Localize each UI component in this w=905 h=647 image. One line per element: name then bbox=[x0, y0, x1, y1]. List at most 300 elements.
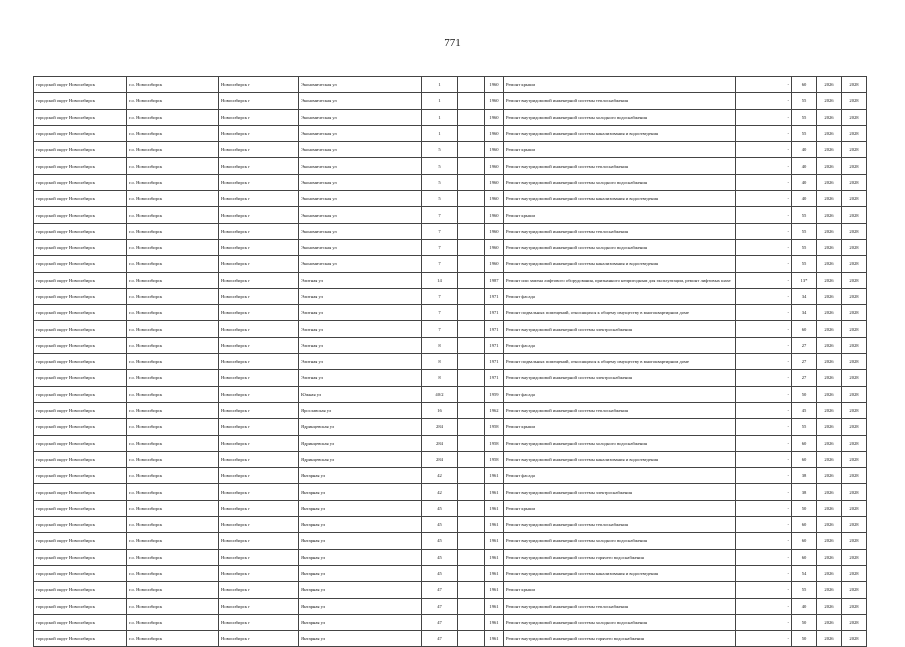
extra-cell: - bbox=[736, 370, 792, 386]
extra-cell: - bbox=[736, 305, 792, 321]
city-cell: Новосибирск г bbox=[219, 435, 299, 451]
district-cell: г.о. Новосибирск bbox=[127, 321, 219, 337]
house-number-cell: 5 bbox=[422, 191, 458, 207]
street-cell: Элитная ул bbox=[299, 272, 422, 288]
work-type-cell: Ремонт внутридомовой инженерной системы холодного водоснабжения bbox=[504, 614, 736, 630]
work-type-cell: Ремонт внутридомовой инженерной системы электроснабжения bbox=[504, 370, 736, 386]
work-type-cell: Ремонт или замена лифтового оборудования, признанного непригодным для эксплуатации, ремонт лифтовых шахт bbox=[504, 272, 736, 288]
municipality-cell: городской округ Новосибирск bbox=[34, 223, 127, 239]
extra-cell: - bbox=[736, 631, 792, 647]
municipality-cell: городской округ Новосибирск bbox=[34, 565, 127, 581]
start-year-cell: 2026 bbox=[817, 354, 842, 370]
building-cell bbox=[458, 142, 485, 158]
start-year-cell: 2026 bbox=[817, 549, 842, 565]
municipality-cell: городской округ Новосибирск bbox=[34, 207, 127, 223]
year-cell: 1961 bbox=[485, 500, 504, 516]
municipality-cell: городской округ Новосибирск bbox=[34, 288, 127, 304]
extra-cell: - bbox=[736, 435, 792, 451]
work-type-cell: Ремонт крыши bbox=[504, 142, 736, 158]
year-cell: 1971 bbox=[485, 321, 504, 337]
start-year-cell: 2026 bbox=[817, 517, 842, 533]
end-year-cell: 2028 bbox=[842, 77, 867, 93]
table-row bbox=[34, 402, 867, 418]
year-cell: 1971 bbox=[485, 370, 504, 386]
start-year-cell: 2026 bbox=[817, 500, 842, 516]
work-type-cell: Ремонт крыши bbox=[504, 207, 736, 223]
building-cell bbox=[458, 256, 485, 272]
street-cell: Ярославская ул bbox=[299, 402, 422, 418]
work-type-cell: Ремонт крыши bbox=[504, 77, 736, 93]
district-cell: г.о. Новосибирск bbox=[127, 239, 219, 255]
start-year-cell: 2026 bbox=[817, 191, 842, 207]
value-cell: 55 bbox=[792, 109, 817, 125]
year-cell: 1961 bbox=[485, 631, 504, 647]
table-row bbox=[34, 631, 867, 647]
extra-cell: - bbox=[736, 109, 792, 125]
year-cell: 1959 bbox=[485, 386, 504, 402]
house-number-cell: 1 bbox=[422, 77, 458, 93]
district-cell: г.о. Новосибирск bbox=[127, 93, 219, 109]
building-cell bbox=[458, 549, 485, 565]
work-type-cell: Ремонт внутридомовой инженерной системы горячего водоснабжения bbox=[504, 549, 736, 565]
municipality-cell: городской округ Новосибирск bbox=[34, 305, 127, 321]
city-cell: Новосибирск г bbox=[219, 77, 299, 93]
value-cell: 54 bbox=[792, 565, 817, 581]
end-year-cell: 2028 bbox=[842, 142, 867, 158]
value-cell: 60 bbox=[792, 451, 817, 467]
street-cell: Элитная ул bbox=[299, 370, 422, 386]
house-number-cell: 45 bbox=[422, 549, 458, 565]
city-cell: Новосибирск г bbox=[219, 402, 299, 418]
district-cell: г.о. Новосибирск bbox=[127, 500, 219, 516]
year-cell: 1958 bbox=[485, 419, 504, 435]
start-year-cell: 2026 bbox=[817, 109, 842, 125]
municipality-cell: городской округ Новосибирск bbox=[34, 614, 127, 630]
municipality-cell: городской округ Новосибирск bbox=[34, 451, 127, 467]
street-cell: Южная ул bbox=[299, 386, 422, 402]
municipality-cell: городской округ Новосибирск bbox=[34, 125, 127, 141]
city-cell: Новосибирск г bbox=[219, 174, 299, 190]
value-cell: 55 bbox=[792, 256, 817, 272]
end-year-cell: 2028 bbox=[842, 435, 867, 451]
municipality-cell: городской округ Новосибирск bbox=[34, 158, 127, 174]
value-cell: 55 bbox=[792, 125, 817, 141]
street-cell: Элитная ул bbox=[299, 321, 422, 337]
house-number-cell: 5 bbox=[422, 174, 458, 190]
building-cell bbox=[458, 451, 485, 467]
start-year-cell: 2026 bbox=[817, 77, 842, 93]
year-cell: 1961 bbox=[485, 517, 504, 533]
district-cell: г.о. Новосибирск bbox=[127, 77, 219, 93]
city-cell: Новосибирск г bbox=[219, 305, 299, 321]
table-row bbox=[34, 109, 867, 125]
city-cell: Новосибирск г bbox=[219, 142, 299, 158]
extra-cell: - bbox=[736, 402, 792, 418]
city-cell: Новосибирск г bbox=[219, 191, 299, 207]
building-cell bbox=[458, 500, 485, 516]
street-cell: Экономическая ул bbox=[299, 223, 422, 239]
extra-cell: - bbox=[736, 598, 792, 614]
table-row bbox=[34, 484, 867, 500]
street-cell: Экономическая ул bbox=[299, 142, 422, 158]
city-cell: Новосибирск г bbox=[219, 272, 299, 288]
end-year-cell: 2028 bbox=[842, 549, 867, 565]
district-cell: г.о. Новосибирск bbox=[127, 419, 219, 435]
house-number-cell: 7 bbox=[422, 305, 458, 321]
building-cell bbox=[458, 223, 485, 239]
municipality-cell: городской округ Новосибирск bbox=[34, 142, 127, 158]
year-cell: 1960 bbox=[485, 256, 504, 272]
house-number-cell: 1 bbox=[422, 93, 458, 109]
district-cell: г.о. Новосибирск bbox=[127, 272, 219, 288]
value-cell: 50 bbox=[792, 631, 817, 647]
street-cell: Янтарная ул bbox=[299, 565, 422, 581]
street-cell: Экономическая ул bbox=[299, 109, 422, 125]
work-type-cell: Ремонт подвальных помещений, относящихся к общему имуществу в многоквартирном доме bbox=[504, 305, 736, 321]
year-cell: 1961 bbox=[485, 614, 504, 630]
district-cell: г.о. Новосибирск bbox=[127, 517, 219, 533]
value-cell: 60 bbox=[792, 533, 817, 549]
end-year-cell: 2028 bbox=[842, 598, 867, 614]
city-cell: Новосибирск г bbox=[219, 158, 299, 174]
district-cell: г.о. Новосибирск bbox=[127, 533, 219, 549]
value-cell: 55 bbox=[792, 419, 817, 435]
extra-cell: - bbox=[736, 451, 792, 467]
value-cell: 40 bbox=[792, 191, 817, 207]
table-body bbox=[34, 77, 867, 647]
district-cell: г.о. Новосибирск bbox=[127, 402, 219, 418]
start-year-cell: 2026 bbox=[817, 142, 842, 158]
end-year-cell: 2028 bbox=[842, 484, 867, 500]
end-year-cell: 2028 bbox=[842, 256, 867, 272]
municipality-cell: городской округ Новосибирск bbox=[34, 337, 127, 353]
extra-cell: - bbox=[736, 142, 792, 158]
table-row bbox=[34, 125, 867, 141]
end-year-cell: 2028 bbox=[842, 288, 867, 304]
start-year-cell: 2026 bbox=[817, 614, 842, 630]
year-cell: 1971 bbox=[485, 354, 504, 370]
street-cell: Экономическая ул bbox=[299, 256, 422, 272]
start-year-cell: 2026 bbox=[817, 451, 842, 467]
value-cell: 38 bbox=[792, 484, 817, 500]
district-cell: г.о. Новосибирск bbox=[127, 614, 219, 630]
end-year-cell: 2028 bbox=[842, 500, 867, 516]
municipality-cell: городской округ Новосибирск bbox=[34, 500, 127, 516]
street-cell: Экономическая ул bbox=[299, 174, 422, 190]
municipality-cell: городской округ Новосибирск bbox=[34, 239, 127, 255]
value-cell: 40 bbox=[792, 598, 817, 614]
district-cell: г.о. Новосибирск bbox=[127, 451, 219, 467]
value-cell: 55 bbox=[792, 93, 817, 109]
building-cell bbox=[458, 354, 485, 370]
city-cell: Новосибирск г bbox=[219, 239, 299, 255]
city-cell: Новосибирск г bbox=[219, 598, 299, 614]
district-cell: г.о. Новосибирск bbox=[127, 142, 219, 158]
start-year-cell: 2026 bbox=[817, 288, 842, 304]
end-year-cell: 2028 bbox=[842, 207, 867, 223]
value-cell: 60 bbox=[792, 435, 817, 451]
table-row bbox=[34, 174, 867, 190]
house-number-cell: 40/2 bbox=[422, 386, 458, 402]
extra-cell: - bbox=[736, 500, 792, 516]
municipality-cell: городской округ Новосибирск bbox=[34, 631, 127, 647]
building-cell bbox=[458, 93, 485, 109]
work-type-cell: Ремонт внутридомовой инженерной системы холодного водоснабжения bbox=[504, 109, 736, 125]
start-year-cell: 2026 bbox=[817, 582, 842, 598]
street-cell: Янтарная ул bbox=[299, 631, 422, 647]
extra-cell: - bbox=[736, 484, 792, 500]
extra-cell: - bbox=[736, 125, 792, 141]
table-row bbox=[34, 305, 867, 321]
district-cell: г.о. Новосибирск bbox=[127, 354, 219, 370]
start-year-cell: 2026 bbox=[817, 256, 842, 272]
city-cell: Новосибирск г bbox=[219, 451, 299, 467]
building-cell bbox=[458, 419, 485, 435]
end-year-cell: 2028 bbox=[842, 582, 867, 598]
value-cell: 45 bbox=[792, 402, 817, 418]
extra-cell: - bbox=[736, 386, 792, 402]
end-year-cell: 2028 bbox=[842, 565, 867, 581]
table-row bbox=[34, 337, 867, 353]
municipality-cell: городской округ Новосибирск bbox=[34, 402, 127, 418]
value-cell: 60 bbox=[792, 77, 817, 93]
value-cell: 60 bbox=[792, 549, 817, 565]
city-cell: Новосибирск г bbox=[219, 614, 299, 630]
table-row bbox=[34, 517, 867, 533]
house-number-cell: 284 bbox=[422, 419, 458, 435]
city-cell: Новосибирск г bbox=[219, 500, 299, 516]
value-cell: 55 bbox=[792, 207, 817, 223]
building-cell bbox=[458, 614, 485, 630]
city-cell: Новосибирск г bbox=[219, 354, 299, 370]
building-cell bbox=[458, 239, 485, 255]
city-cell: Новосибирск г bbox=[219, 288, 299, 304]
end-year-cell: 2028 bbox=[842, 191, 867, 207]
building-cell bbox=[458, 125, 485, 141]
table-row bbox=[34, 386, 867, 402]
work-type-cell: Ремонт крыши bbox=[504, 419, 736, 435]
work-type-cell: Ремонт внутридомовой инженерной системы теплоснабжения bbox=[504, 93, 736, 109]
value-cell: 38 bbox=[792, 468, 817, 484]
year-cell: 1961 bbox=[485, 484, 504, 500]
house-number-cell: 16 bbox=[422, 402, 458, 418]
city-cell: Новосибирск г bbox=[219, 207, 299, 223]
end-year-cell: 2028 bbox=[842, 468, 867, 484]
house-number-cell: 7 bbox=[422, 256, 458, 272]
end-year-cell: 2028 bbox=[842, 125, 867, 141]
work-type-cell: Ремонт внутридомовой инженерной системы холодного водоснабжения bbox=[504, 174, 736, 190]
city-cell: Новосибирск г bbox=[219, 565, 299, 581]
city-cell: Новосибирск г bbox=[219, 468, 299, 484]
value-cell: 27 bbox=[792, 370, 817, 386]
year-cell: 1960 bbox=[485, 191, 504, 207]
value-cell: 50 bbox=[792, 386, 817, 402]
street-cell: Элитная ул bbox=[299, 305, 422, 321]
building-cell bbox=[458, 517, 485, 533]
table-row bbox=[34, 419, 867, 435]
year-cell: 1962 bbox=[485, 402, 504, 418]
extra-cell: - bbox=[736, 174, 792, 190]
start-year-cell: 2026 bbox=[817, 272, 842, 288]
house-number-cell: 8 bbox=[422, 370, 458, 386]
start-year-cell: 2026 bbox=[817, 484, 842, 500]
building-cell bbox=[458, 305, 485, 321]
building-cell bbox=[458, 191, 485, 207]
work-type-cell: Ремонт внутридомовой инженерной системы канализования и водоотведения bbox=[504, 565, 736, 581]
year-cell: 1960 bbox=[485, 174, 504, 190]
end-year-cell: 2028 bbox=[842, 402, 867, 418]
street-cell: Экономическая ул bbox=[299, 158, 422, 174]
district-cell: г.о. Новосибирск bbox=[127, 109, 219, 125]
table-row bbox=[34, 321, 867, 337]
extra-cell: - bbox=[736, 77, 792, 93]
extra-cell: - bbox=[736, 517, 792, 533]
street-cell: Экономическая ул bbox=[299, 191, 422, 207]
building-cell bbox=[458, 402, 485, 418]
table-row bbox=[34, 223, 867, 239]
table-row bbox=[34, 451, 867, 467]
table-row bbox=[34, 500, 867, 516]
year-cell: 1961 bbox=[485, 549, 504, 565]
building-cell bbox=[458, 631, 485, 647]
building-cell bbox=[458, 158, 485, 174]
table-row bbox=[34, 158, 867, 174]
value-cell: 27 bbox=[792, 337, 817, 353]
table-row bbox=[34, 354, 867, 370]
street-cell: Янтарная ул bbox=[299, 598, 422, 614]
start-year-cell: 2026 bbox=[817, 305, 842, 321]
house-number-cell: 47 bbox=[422, 614, 458, 630]
year-cell: 1961 bbox=[485, 565, 504, 581]
municipality-cell: городской округ Новосибирск bbox=[34, 435, 127, 451]
district-cell: г.о. Новосибирск bbox=[127, 386, 219, 402]
building-cell bbox=[458, 582, 485, 598]
house-number-cell: 45 bbox=[422, 517, 458, 533]
street-cell: Ядринцевская ул bbox=[299, 451, 422, 467]
work-type-cell: Ремонт подвальных помещений, относящихся к общему имуществу в многоквартирном доме bbox=[504, 354, 736, 370]
city-cell: Новосибирск г bbox=[219, 549, 299, 565]
page-number: 771 bbox=[444, 37, 461, 49]
value-cell: 55 bbox=[792, 223, 817, 239]
start-year-cell: 2026 bbox=[817, 402, 842, 418]
year-cell: 1960 bbox=[485, 223, 504, 239]
extra-cell: - bbox=[736, 354, 792, 370]
house-number-cell: 42 bbox=[422, 484, 458, 500]
year-cell: 1960 bbox=[485, 93, 504, 109]
table-row bbox=[34, 272, 867, 288]
table-row bbox=[34, 191, 867, 207]
end-year-cell: 2028 bbox=[842, 239, 867, 255]
end-year-cell: 2028 bbox=[842, 370, 867, 386]
building-cell bbox=[458, 109, 485, 125]
work-type-cell: Ремонт внутридомовой инженерной системы канализования и водоотведения bbox=[504, 256, 736, 272]
district-cell: г.о. Новосибирск bbox=[127, 256, 219, 272]
house-number-cell: 7 bbox=[422, 321, 458, 337]
table-row bbox=[34, 614, 867, 630]
end-year-cell: 2028 bbox=[842, 614, 867, 630]
street-cell: Янтарная ул bbox=[299, 517, 422, 533]
municipality-cell: городской округ Новосибирск bbox=[34, 370, 127, 386]
extra-cell: - bbox=[736, 337, 792, 353]
city-cell: Новосибирск г bbox=[219, 582, 299, 598]
district-cell: г.о. Новосибирск bbox=[127, 468, 219, 484]
extra-cell: - bbox=[736, 93, 792, 109]
street-cell: Ядринцевская ул bbox=[299, 419, 422, 435]
table-row bbox=[34, 207, 867, 223]
building-cell bbox=[458, 174, 485, 190]
value-cell: 40 bbox=[792, 142, 817, 158]
end-year-cell: 2028 bbox=[842, 305, 867, 321]
house-number-cell: 7 bbox=[422, 207, 458, 223]
municipality-cell: городской округ Новосибирск bbox=[34, 174, 127, 190]
house-number-cell: 47 bbox=[422, 631, 458, 647]
start-year-cell: 2026 bbox=[817, 386, 842, 402]
work-type-cell: Ремонт внутридомовой инженерной системы горячего водоснабжения bbox=[504, 631, 736, 647]
building-cell bbox=[458, 288, 485, 304]
end-year-cell: 2028 bbox=[842, 272, 867, 288]
city-cell: Новосибирск г bbox=[219, 631, 299, 647]
street-cell: Экономическая ул bbox=[299, 93, 422, 109]
start-year-cell: 2026 bbox=[817, 435, 842, 451]
municipality-cell: городской округ Новосибирск bbox=[34, 549, 127, 565]
work-type-cell: Ремонт внутридомовой инженерной системы канализования и водоотведения bbox=[504, 191, 736, 207]
end-year-cell: 2028 bbox=[842, 533, 867, 549]
house-number-cell: 45 bbox=[422, 533, 458, 549]
work-type-cell: Ремонт внутридомовой инженерной системы канализования и водоотведения bbox=[504, 125, 736, 141]
start-year-cell: 2026 bbox=[817, 631, 842, 647]
city-cell: Новосибирск г bbox=[219, 386, 299, 402]
start-year-cell: 2026 bbox=[817, 598, 842, 614]
house-number-cell: 8 bbox=[422, 354, 458, 370]
municipality-cell: городской округ Новосибирск bbox=[34, 484, 127, 500]
district-cell: г.о. Новосибирск bbox=[127, 549, 219, 565]
municipality-cell: городской округ Новосибирск bbox=[34, 321, 127, 337]
city-cell: Новосибирск г bbox=[219, 337, 299, 353]
district-cell: г.о. Новосибирск bbox=[127, 370, 219, 386]
district-cell: г.о. Новосибирск bbox=[127, 598, 219, 614]
house-number-cell: 45 bbox=[422, 565, 458, 581]
building-cell bbox=[458, 533, 485, 549]
value-cell: 50 bbox=[792, 614, 817, 630]
city-cell: Новосибирск г bbox=[219, 109, 299, 125]
extra-cell: - bbox=[736, 191, 792, 207]
municipality-cell: городской округ Новосибирск bbox=[34, 93, 127, 109]
start-year-cell: 2026 bbox=[817, 419, 842, 435]
house-number-cell: 42 bbox=[422, 468, 458, 484]
extra-cell: - bbox=[736, 272, 792, 288]
district-cell: г.о. Новосибирск bbox=[127, 207, 219, 223]
end-year-cell: 2028 bbox=[842, 174, 867, 190]
year-cell: 1960 bbox=[485, 142, 504, 158]
municipality-cell: городской округ Новосибирск bbox=[34, 419, 127, 435]
municipality-cell: городской округ Новосибирск bbox=[34, 354, 127, 370]
extra-cell: - bbox=[736, 549, 792, 565]
district-cell: г.о. Новосибирск bbox=[127, 582, 219, 598]
house-number-cell: 8 bbox=[422, 337, 458, 353]
end-year-cell: 2028 bbox=[842, 337, 867, 353]
end-year-cell: 2028 bbox=[842, 631, 867, 647]
street-cell: Ядринцевская ул bbox=[299, 435, 422, 451]
year-cell: 1958 bbox=[485, 451, 504, 467]
district-cell: г.о. Новосибирск bbox=[127, 288, 219, 304]
work-type-cell: Ремонт фасада bbox=[504, 337, 736, 353]
work-type-cell: Ремонт внутридомовой инженерной системы холодного водоснабжения bbox=[504, 239, 736, 255]
extra-cell: - bbox=[736, 223, 792, 239]
value-cell: 50 bbox=[792, 500, 817, 516]
building-cell bbox=[458, 435, 485, 451]
value-cell: 34 bbox=[792, 305, 817, 321]
house-number-cell: 14 bbox=[422, 272, 458, 288]
